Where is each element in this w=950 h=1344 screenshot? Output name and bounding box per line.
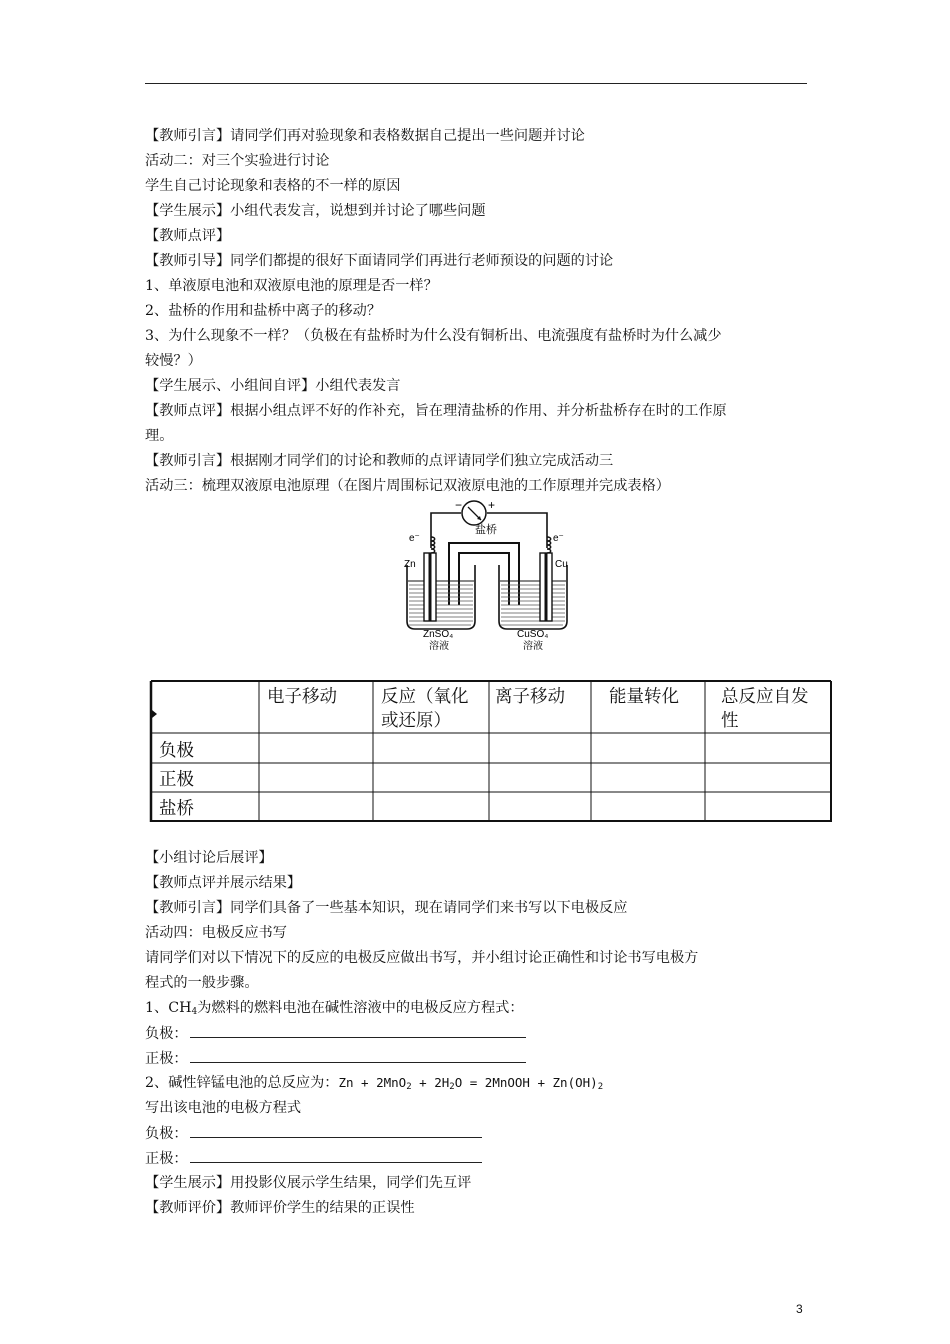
zn-label: Zn [404,559,416,570]
page-number: 3 [796,1302,803,1316]
text-line: 理。 [145,428,174,444]
text-line: 3、为什么现象不一样？（负极在有盐桥时为什么没有铜析出、电流强度有盐桥时为什么减少 [145,328,722,344]
row-label-positive: 正极 [159,770,194,790]
question-1: 1、$CH_4$为燃料的燃料电池在碱性溶液中的电极反应方程式： [145,1000,524,1017]
text-line: 程式的一般步骤。 [145,975,259,991]
header-spontaneity-2: 性 [721,711,739,731]
answer-line-positive-2: 正极： [145,1148,482,1169]
blank-line[interactable] [190,1123,482,1138]
text-line: 【学生展示】小组代表发言，说想到并讨论了哪些问题 [145,203,486,219]
blank-line[interactable] [190,1048,526,1063]
answer-line-positive-1: 正极： [145,1048,526,1069]
blank-line[interactable] [190,1023,526,1038]
text-line: 【教师评价】教师评价学生的结果的正误性 [145,1200,415,1216]
text-line: 写出该电池的电极方程式 [145,1100,302,1116]
blank-line[interactable] [190,1148,482,1163]
answer-line-negative-1: 负极： [145,1023,526,1044]
left-solution-label: ZnSO₄ [423,629,454,640]
text-line: 活动二：对三个实验进行讨论 [145,153,330,169]
text-line: 1、单液原电池和双液原电池的原理是否一样？ [145,278,438,294]
text-line: 活动四：电极反应书写 [145,925,287,941]
text-line: 【教师引言】根据刚才同学们的讨论和教师的点评请同学们独立完成活动三 [145,453,614,469]
text-line: 【教师引言】请同学们再对验现象和表格数据自己提出一些问题并讨论 [145,128,585,144]
header-ion-movement: 离子移动 [495,687,565,707]
electron-label-left: e⁻ [409,533,420,544]
plus-sign: + [488,498,496,512]
cu-label: Cu [555,559,568,570]
electron-label-right: e⁻ [553,533,564,544]
row-label-salt-bridge: 盐桥 [159,799,194,819]
text-line: 活动三：梳理双液原电池原理（在图片周围标记双液原电池的工作原理并完成表格） [145,478,670,494]
text-line: 【小组讨论后展评】 [145,850,273,866]
header-electron-movement: 电子移动 [267,687,337,707]
minus-sign: − [455,498,463,512]
electrode-table [149,680,832,822]
header-energy-conversion: 能量转化 [609,687,679,707]
left-solution-label-2: 溶液 [429,641,449,652]
salt-bridge-label: 盐桥 [475,524,497,536]
text-line: 【教师点评】 [145,228,231,244]
question-2: 2、碱性锌锰电池的总反应为：$Zn + 2MnO_2 + 2H_2O$ = 2MnOOH + $Zn(OH)_2$ [145,1075,604,1092]
header-rule [145,83,807,84]
text-line: 学生自己讨论现象和表格的不一样的原因 [145,178,401,194]
galvanic-cell-diagram [395,493,585,653]
text-line: 【教师引导】同学们都提的很好下面请同学们再进行老师预设的问题的讨论 [145,253,614,269]
text-line: 【教师引言】同学们具备了一些基本知识，现在请同学们来书写以下电极反应 [145,900,628,916]
right-solution-label-2: 溶液 [523,641,543,652]
text-line: 【教师点评并展示结果】 [145,875,302,891]
answer-line-negative-2: 负极： [145,1123,482,1144]
header-spontaneity: 总反应自发 [721,687,809,707]
text-line: 【学生展示、小组间自评】小组代表发言 [145,378,401,394]
row-label-negative: 负极 [159,741,194,761]
text-line: 2、盐桥的作用和盐桥中离子的移动？ [145,303,382,319]
right-solution-label: CuSO₄ [517,629,549,640]
text-line: 较慢？） [145,353,202,369]
header-reaction: 反应（氧化 [381,687,469,707]
text-line: 【教师点评】根据小组点评不好的作补充，旨在理清盐桥的作用、并分析盐桥存在时的工作原 [145,403,727,419]
text-line: 请同学们对以下情况下的反应的电极反应做出书写，并小组讨论正确性和讨论书写电极方 [145,950,699,966]
text-line: 【学生展示】用投影仪展示学生结果，同学们先互评 [145,1175,472,1191]
header-reaction-2: 或还原） [381,711,451,731]
